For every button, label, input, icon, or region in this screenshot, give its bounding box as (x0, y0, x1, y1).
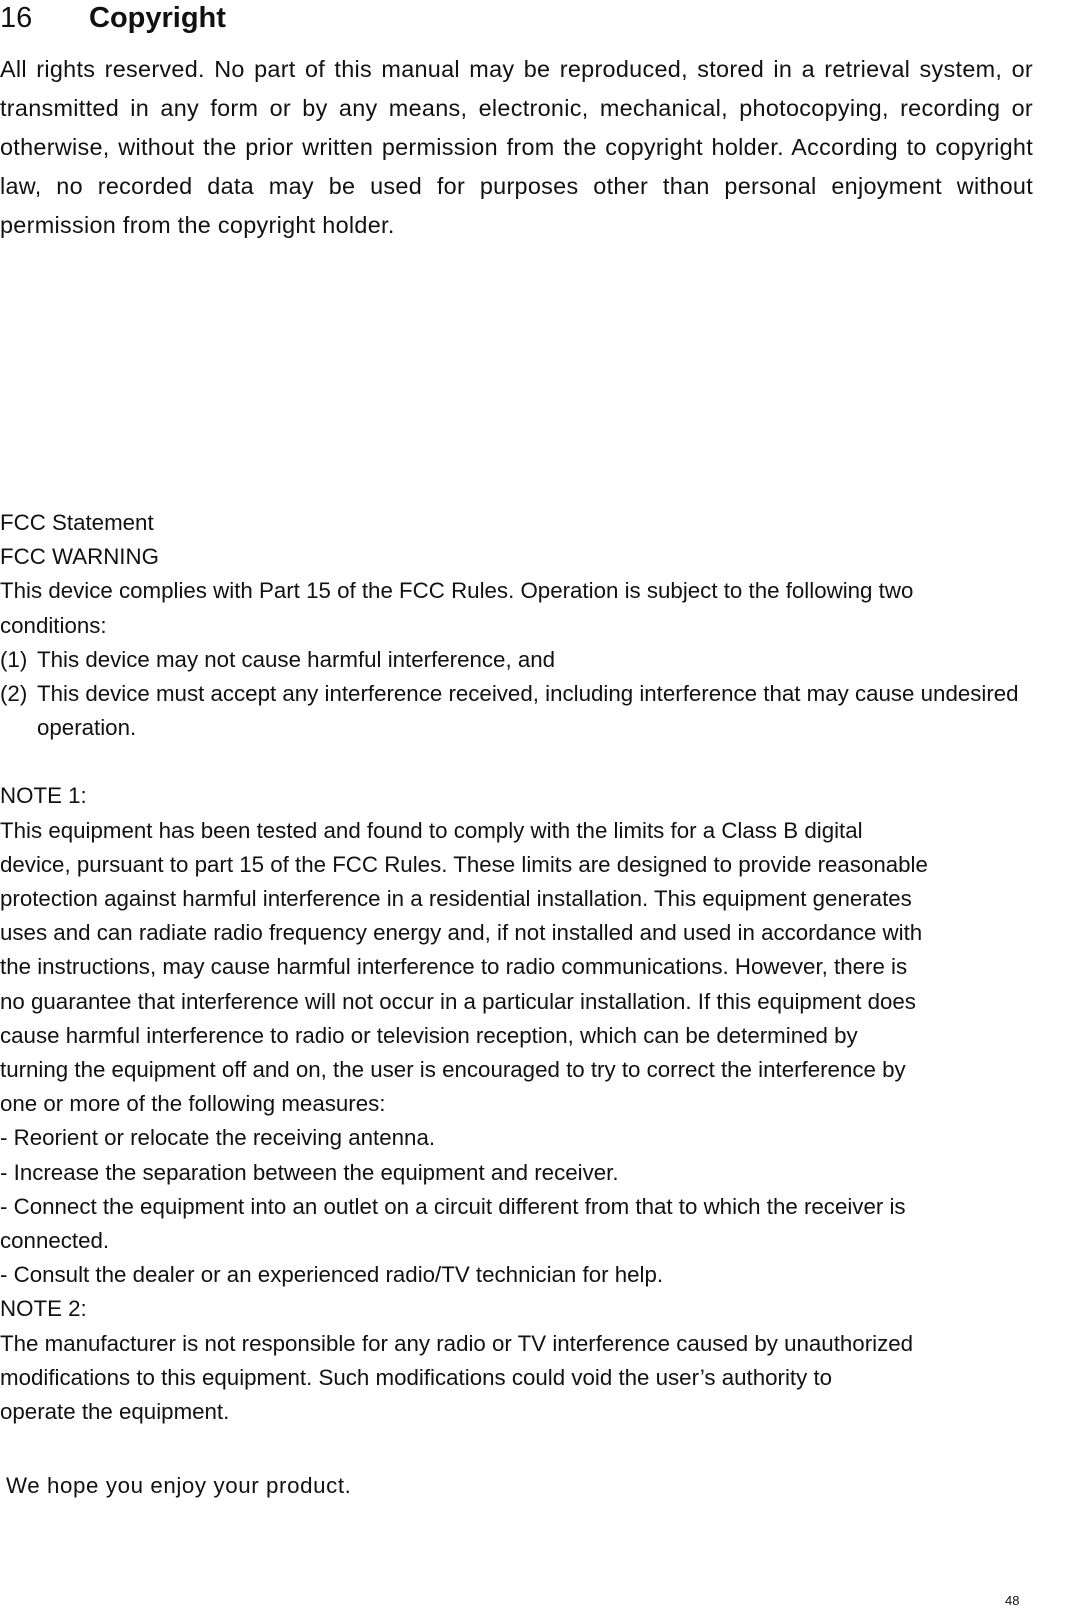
section-number: 16 (0, 2, 33, 34)
section-title: Copyright (89, 2, 226, 34)
section-heading (0, 0, 226, 36)
note1-line: device, pursuant to part 15 of the FCC Rules. These limits are designed to provide reasonable (0, 851, 928, 877)
condition-text: This device may not cause harmful interference, and (37, 646, 556, 672)
fcc-intro-line: conditions: (0, 612, 107, 638)
note2-line: modifications to this equipment. Such modifications could void the user’s authority to (0, 1364, 833, 1390)
note1-line: This equipment has been tested and found to comply with the limits for a Class B digital (0, 817, 863, 843)
measure-item: - Increase the separation between the equipment and receiver. (0, 1159, 619, 1185)
fcc-condition-item (0, 643, 1079, 677)
measure-item: - Reorient or relocate the receiving antenna. (0, 1125, 436, 1151)
note1-line: no guarantee that interference will not occur in a particular installation. If this equipment does (0, 988, 916, 1014)
condition-marker: (2) (0, 681, 28, 707)
fcc-section (0, 506, 1079, 1429)
measure-item: connected. (0, 1228, 110, 1254)
note2-line: operate the equipment. (0, 1399, 230, 1425)
note1-line: uses and can radiate radio frequency energy and, if not installed and used in accordance with (0, 920, 923, 946)
note1-label: NOTE 1: (0, 783, 87, 809)
note2-label: NOTE 2: (0, 1296, 87, 1322)
page-number: 48 (1005, 1593, 1020, 1608)
fcc-condition-item (0, 677, 1079, 745)
note1-line: the instructions, may cause harmful interference to radio communications. However, there is (0, 954, 908, 980)
closing-message: We hope you enjoy your product. (6, 1473, 352, 1498)
fcc-warning-heading: FCC WARNING (0, 544, 159, 570)
fcc-intro-line: This device complies with Part 15 of the FCC Rules. Operation is subject to the following two (0, 578, 914, 604)
note1-line: protection against harmful interference in a residential installation. This equipment generates (0, 886, 912, 912)
measure-item: - Connect the equipment into an outlet on a circuit different from that to which the receiver is (0, 1193, 906, 1219)
measure-item: - Consult the dealer or an experienced radio/TV technician for help. (0, 1262, 664, 1288)
note1-line: cause harmful interference to radio or television reception, which can be determined by (0, 1022, 858, 1048)
copyright-paragraph: All rights reserved. No part of this manual may be reproduced, stored in a retrieval system, or transmitted in any form or by any means, electronic, mechanical, photocopying, recording or otherwise, without the prior written permission from the copyright holder. According to copyright law, no recorded data may be used for purposes other than personal enjoyment without permission from the copyright holder. (0, 56, 1033, 238)
condition-text: This device must accept any interference received, including interference that may cause undesired operation. (37, 681, 1019, 741)
note1-line: turning the equipment off and on, the user is encouraged to try to correct the interference by (0, 1057, 906, 1083)
note1-line: one or more of the following measures: (0, 1091, 386, 1117)
fcc-statement-heading: FCC Statement (0, 510, 154, 535)
condition-marker: (1) (0, 646, 28, 672)
note2-line: The manufacturer is not responsible for any radio or TV interference caused by unauthorized (0, 1330, 914, 1356)
